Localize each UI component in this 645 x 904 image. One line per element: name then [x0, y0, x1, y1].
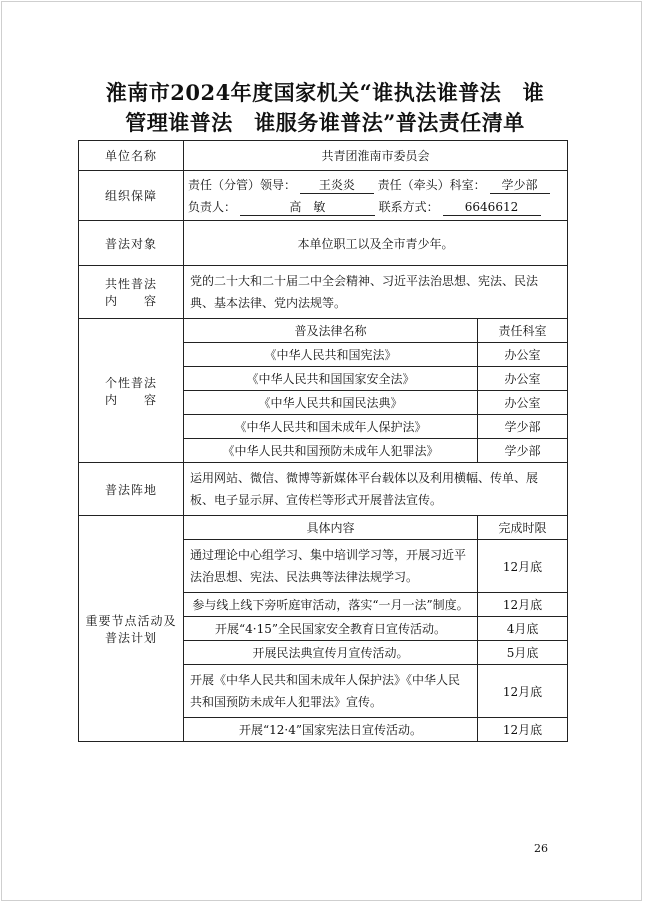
- law-dept: 办公室: [478, 367, 568, 391]
- law-name: 《中华人民共和国宪法》: [184, 343, 478, 367]
- individual-label: 个性普法 内 容: [79, 319, 184, 463]
- activity-deadline: 5月底: [478, 641, 568, 665]
- activity-deadline: 12月底: [478, 593, 568, 617]
- activities-header-deadline: 完成时限: [478, 516, 568, 540]
- contact-value: 6646612: [443, 200, 541, 216]
- law-dept: 学少部: [478, 415, 568, 439]
- law-name: 《中华人民共和国民法典》: [184, 391, 478, 415]
- activity-content: 参与线上线下旁听庭审活动，落实“一月一法”制度。: [184, 593, 478, 617]
- unit-label: 单位名称: [79, 141, 184, 171]
- org-label: 组织保障: [79, 171, 184, 221]
- person-label: 负责人：: [188, 199, 237, 214]
- position-label: 普法阵地: [79, 463, 184, 516]
- position-row: [79, 463, 568, 516]
- activity-content: 开展《中华人民共和国未成年人保护法》《中华人民共和国预防未成年人犯罪法》宣传。: [184, 665, 478, 718]
- common-value: 党的二十大和二十届二中全会精神、习近平法治思想、宪法、民法典、基本法律、党内法规等。: [184, 266, 568, 319]
- activities-header-row: [79, 516, 568, 540]
- common-row: [79, 266, 568, 319]
- common-label: 共性普法 内 容: [79, 266, 184, 319]
- activity-content: 通过理论中心组学习、集中培训学习等，开展习近平法治思想、宪法、民法典等法律法规学习。: [184, 540, 478, 593]
- law-dept: 学少部: [478, 439, 568, 463]
- individual-header-row: [79, 319, 568, 343]
- activity-deadline: 4月底: [478, 617, 568, 641]
- individual-header-dept: 责任科室: [478, 319, 568, 343]
- activity-content: 开展民法典宣传月宣传活动。: [184, 641, 478, 665]
- dept-label: 责任（牵头）科室：: [377, 177, 486, 192]
- title-line-1: 淮南市2024年度国家机关“谁执法谁普法 谁: [105, 80, 545, 105]
- target-value: 本单位职工以及全市青少年。: [184, 221, 568, 266]
- activity-deadline: 12月底: [478, 718, 568, 742]
- law-name: 《中华人民共和国国家安全法》: [184, 367, 478, 391]
- leader-label: 责任（分管）领导：: [188, 177, 297, 192]
- contact-label: 联系方式：: [378, 199, 439, 214]
- activity-content: 开展“4·15”全民国家安全教育日宣传活动。: [184, 617, 478, 641]
- law-dept: 办公室: [478, 343, 568, 367]
- page-title: [80, 78, 570, 138]
- title-line-2: 管理谁普法 谁服务谁普法”普法责任清单: [125, 110, 525, 135]
- activity-deadline: 12月底: [478, 540, 568, 593]
- responsibility-table: [78, 140, 568, 742]
- target-row: [79, 221, 568, 266]
- target-label: 普法对象: [79, 221, 184, 266]
- position-value: 运用网站、微信、微博等新媒体平台载体以及利用横幅、传单、展板、电子显示屏、宣传栏等形式开展普法宣传。: [184, 463, 568, 516]
- org-details: [184, 171, 568, 221]
- activity-deadline: 12月底: [478, 665, 568, 718]
- law-name: 《中华人民共和国未成年人保护法》: [184, 415, 478, 439]
- person-value: 高 敏: [240, 200, 375, 216]
- activities-header-content: 具体内容: [184, 516, 478, 540]
- leader-value: 王炎炎: [300, 178, 374, 194]
- unit-value: 共青团淮南市委员会: [184, 141, 568, 171]
- unit-row: [79, 141, 568, 171]
- org-row: [79, 171, 568, 221]
- law-name: 《中华人民共和国预防未成年人犯罪法》: [184, 439, 478, 463]
- page-number: 26: [534, 842, 548, 855]
- activity-content: 开展“12·4”国家宪法日宣传活动。: [184, 718, 478, 742]
- activities-label: 重要节点活动及 普法计划: [79, 516, 184, 742]
- law-dept: 办公室: [478, 391, 568, 415]
- individual-header-name: 普及法律名称: [184, 319, 478, 343]
- dept-value: 学少部: [490, 178, 550, 194]
